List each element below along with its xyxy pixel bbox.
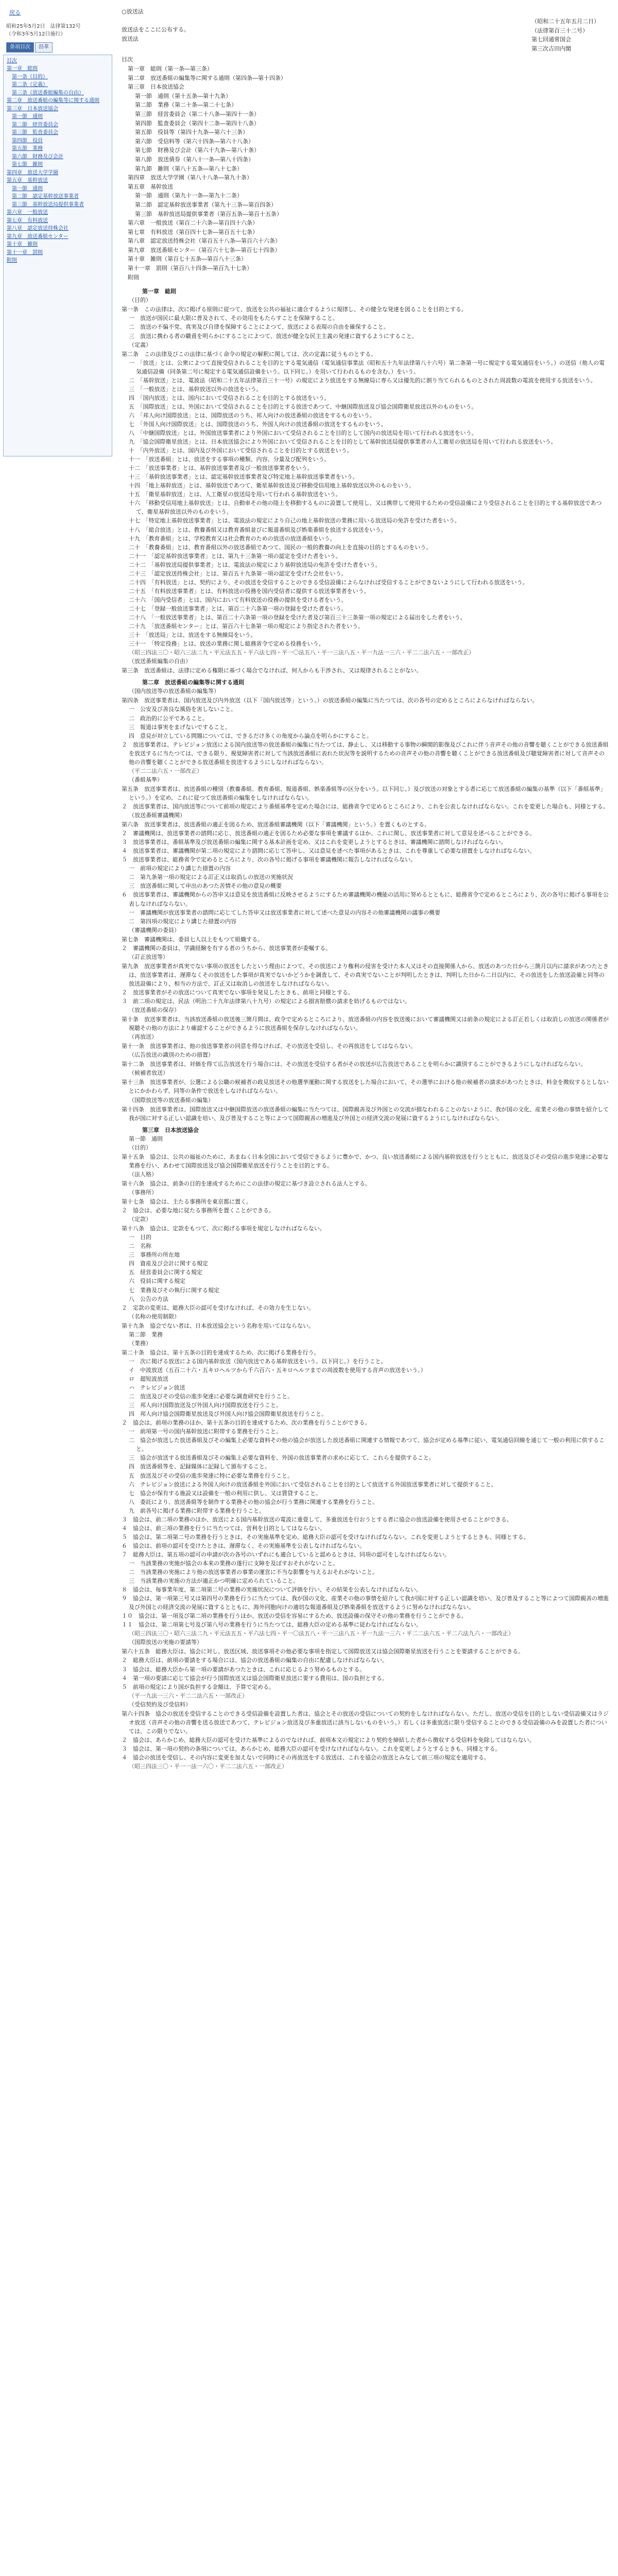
item-text: 六 「邦人向け国際放送」とは、国際放送のうち、邦人向けの放送番組の放送をするものをいう。	[129, 412, 375, 419]
law-content	[119, 7, 609, 2576]
paragraph-text: ３ 協会は、第一項の契約の条項については、あらかじめ、総務大臣の認可を受けなければならない。これを変更しようとするときも、同様とする。	[122, 1745, 501, 1752]
toc-item[interactable]: 第八章 認定放送持株会社	[7, 226, 68, 231]
item-text: 七 協会が保有する施設又は設備を一般の利用に供し、又は賃貸すること。	[129, 1489, 321, 1497]
item-text: 三 協会が放送する放送番組及びその編集上必要な資料を、外国の放送事業者の求めに応じて、これらを提供すること。	[129, 1454, 435, 1462]
item-text: 九 「協会国際衛星放送」とは、日本放送協会により外国において受信されることを目的として基幹放送局提供事業者の人工衛星の放送局を用いて行われる放送をいう。	[129, 438, 557, 446]
article-text: 第五条 放送事業者は、放送番組の種別（教養番組、教育番組、報道番組、娯楽番組等の区分をいう。以下同じ。）及び放送の対象とする者に応じて放送番組の編集の基準（以下「番組基準」という。）を定め、これに従つて放送番組の編集をしなければならない。	[122, 785, 606, 801]
article-caption: （定義）	[129, 341, 151, 348]
paragraph-text: ２ 協会は、あらかじめ、総務大臣の認可を受けた基準によるのでなければ、前項本文の規定により契約を締結した者から徴収する受信料を免除してはならない。	[122, 1736, 535, 1743]
item-text: 二 当該業務の実施により他の放送事業者の事業の運営に不当な影響を与えるおそれがないこと。	[129, 1569, 378, 1576]
article-text: 第十五条 協会は、公共の福祉のために、あまねく日本全国において受信できるように豊かで、かつ、良い放送番組による国内基幹放送を行うとともに、放送及びその受信の進歩発達に必要な業務を行い、あわせて国際放送及び協会国際衛星放送を行うことを目的とする。	[122, 1153, 609, 1169]
item-text: 三 邦人向け国際放送及び外国人向け国際放送を行うこと。	[129, 1402, 282, 1409]
contents-item: 第三章 日本放送協会	[128, 83, 184, 91]
paragraph-text: ３ 協会は、総務大臣から第一項の要請があつたときは、これに応じるよう努めるものとする。	[122, 1666, 365, 1673]
article-text: 第二条 この法律及びこの法律に基づく命令の規定の解釈に関しては、次の定義に従うものとする。	[122, 350, 376, 358]
item-text: 一 当該業務の実施が協会の本来の業務の遂行に支障を及ぼすおそれがないこと。	[129, 1560, 338, 1567]
law-header	[119, 17, 609, 53]
item-text: 二十三 「認定放送持株会社」とは、第百五十九条第一項の認定を受けた会社をいう。	[129, 570, 347, 577]
contents-item: 附則	[128, 274, 139, 281]
item-text: 一 審議機関が放送事業者の諮問に応じてした答申又は放送事業者に対して述べた意見の内容その他審議機関の議事の概要	[129, 909, 440, 916]
tab-history[interactable]: 沿革	[35, 42, 53, 53]
article-text: 第十条 放送事業者は、当該放送番組の放送後三箇月間は、政令で定めるところにより、放送番組の内容を放送後において審議機関又は前条の規定による訂正若しくは取消しの放送の関係者が視聴その他の方法により確認することができるように放送番組を保存しなければならない。	[122, 1016, 609, 1032]
left-pane	[3, 23, 112, 2576]
article-caption: （国際放送の実施の要請等）	[129, 1639, 202, 1646]
paragraph-text: ２ 協会は、必要な地に従たる事務所を置くことができる。	[122, 1207, 274, 1214]
item-text: 三 放送に携わる者の職責を明らかにすることによつて、放送が健全な民主主義の発達に資するようにすること。	[129, 332, 418, 340]
contents-item: 第九節 雑則（第八十五条―第八十七条）	[135, 165, 243, 172]
item-text: 二 第四項の規定により講じた措置の内容	[129, 918, 236, 925]
item-text: 十 「内外放送」とは、国内及び外国において受信されることを目的とする放送をいう。	[129, 447, 353, 454]
paragraph-text: ６ 放送事業者は、審議機関からの答申又は意見を放送番組に反映させるようにするため審議機関の機能の活用に努めるとともに、総務省令で定めるところにより、次の各号に掲げる事項を公表しなければならない。	[122, 891, 609, 907]
contents-item: 第三節 経営委員会（第二十八条―第四十一条）	[135, 110, 260, 117]
contents-item: 第一章 総則（第一条―第三条）	[128, 65, 213, 73]
article-text: 第二十条 協会は、第十五条の目的を達成するため、次に掲げる業務を行う。	[122, 1349, 320, 1356]
law-name: 放送法	[122, 35, 139, 42]
item-text: 一 放送が国民に最大限に普及されて、その効用をもたらすことを保障すること。	[129, 315, 338, 322]
item-text: 八 公告の方法	[129, 1295, 168, 1302]
paragraph-text: ３ 放送事業者は、番組基準及び放送番組の編集に関する基本計画を定め、又はこれを変更しようとするときは、審議機関に諮問しなければならない。	[122, 839, 507, 846]
item-text: 十五 「衛星基幹放送」とは、人工衛星の放送局を用いて行われる基幹放送をいう。	[129, 491, 341, 498]
item-text: 一 目的	[129, 1234, 151, 1241]
cabinet: 第三次吉田内閣	[531, 45, 571, 52]
amendment-note: （昭三四法三〇・昭六三法二九・平元法五五・平六法七四・平一〇法五八・平一三法八五・平一九法一三六・平二二法六五・平二六法九六・一部改正）	[129, 1630, 514, 1637]
article-caption: （名称の使用制限）	[129, 1313, 180, 1320]
article-caption: （業務）	[129, 1340, 151, 1347]
law-body	[119, 287, 609, 1771]
article-text: 第十九条 協会でない者は、日本放送協会という名称を用いてはならない。	[122, 1322, 314, 1329]
paragraph-text: ４ 協会は、前三項の業務を行うに当たつては、営利を目的としてはならない。	[122, 1524, 325, 1532]
item-text: 五 「国際放送」とは、外国において受信されることを目的とする放送であつて、中継国際放送及び協会国際衛星放送以外のものをいう。	[129, 403, 477, 410]
paragraph-text: ７ 総務大臣は、第五項の認可の申請が次の各号のいずれにも適合していると認めるときは、同項の認可をしなければならない。	[122, 1551, 450, 1558]
toc-item[interactable]: 第七章 有料放送	[7, 217, 48, 224]
item-text: 一 前項の規定により講じた措置の内容	[129, 865, 231, 872]
item-text: 二十四 「有料放送」とは、契約により、その放送を受信することのできる受信設備によらなければ受信することができないようにして行われる放送をいう。	[129, 579, 528, 586]
contents-item: 第五節 役員等（第四十九条―第六十三条）	[135, 129, 248, 136]
toc-item[interactable]: 第二節 認定基幹放送事業者	[12, 194, 79, 199]
item-text: 三十 「放送局」とは、放送をする無線局をいう。	[129, 632, 256, 639]
paragraph-text: ２ 放送事業者がその放送について真実でない事項を発見したときも、前項と同様とする。	[122, 989, 354, 996]
article-text: 第十七条 協会は、主たる事務所を東京都に置く。	[122, 1198, 252, 1206]
toc-item[interactable]: 第三章 日本放送協会	[7, 106, 58, 112]
item-text: 五 放送及びその受信の進歩発達に特に必要な業務を行うこと。	[129, 1472, 293, 1479]
toc-item[interactable]: 第六章 一般放送	[7, 210, 48, 215]
article-text: 第六条 放送事業者は、放送番組の適正を図るため、放送番組審議機関（以下「審議機関」という。）を置くものとする。	[122, 821, 431, 828]
amendment-note: （平一九法一三六・平二二法六五・一部改正）	[129, 1692, 248, 1699]
contents-item: 第二章 放送番組の編集等に関する通則（第四条―第十四条）	[128, 74, 286, 81]
paragraph-text: １０ 協会は、第一項及び第二項の業務を行うほか、放送の受信を容易にするため、放送設備の保守その他の業務を行うことができる。	[122, 1613, 467, 1620]
toc-item[interactable]: 第一章 総則	[7, 66, 38, 72]
article-caption: （訂正放送等）	[129, 953, 168, 960]
toc-item[interactable]: 第二章 放送番組の編集等に関する通則	[7, 98, 99, 104]
toc-item[interactable]: 第三節 基幹放送局提供事業者	[12, 201, 84, 208]
law-meta	[3, 23, 112, 38]
article-caption: （放送番組の保存）	[129, 1007, 180, 1014]
item-text: 十四 「地上基幹放送」とは、基幹放送であつて、衛星基幹放送及び移動受信用地上基幹放送以外のものをいう。	[129, 482, 415, 489]
toc-item[interactable]: 第十一章 罰則	[7, 249, 43, 256]
chapter-heading: 第三章 日本放送協会	[142, 1126, 199, 1133]
law-title-label: ○放送法	[122, 8, 144, 15]
article-text: 第四条 放送事業者は、国内放送及び内外放送（以下「国内放送等」という。）の放送番組の編集に当たつては、次の各号の定めるところによらなければならない。	[122, 697, 538, 704]
toc-item[interactable]: 第五章 基幹放送	[7, 178, 48, 183]
item-text: 十九 「教育番組」とは、学校教育又は社会教育のための放送の放送番組をいう。	[129, 535, 336, 542]
contents-list	[119, 55, 609, 282]
item-text: 一 「放送」とは、公衆によつて直接受信されることを目的とする電気通信（電気通信事業法（昭和五十九年法律第八十六号）第二条第一号に規定する電気通信をいう。）の送信（他人の電気通信設備（同条第二号に規定する電気通信設備をいう。以下同じ。）を用いて行われるものを含む。）をいう。	[129, 359, 605, 375]
paragraph-text: ２ 審議機関の委員は、学識経験を有する者のうちから、放送事業者が委嘱する。	[122, 944, 331, 952]
toc-item[interactable]: 第三節 監査委員会	[12, 130, 58, 135]
article-caption: （国内放送等の放送番組の編集等）	[129, 688, 219, 695]
contents-item: 第七節 財務及び会計（第六十九条―第八十条）	[135, 147, 260, 154]
toc-item[interactable]: 第一条（目的）	[12, 74, 48, 80]
article-text: 第六十四条 協会の放送を受信することのできる受信設備を設置した者は、協会とその放送の受信についての契約をしなければならない。ただし、放送の受信を目的としない受信設備又はラジオ放送（音声その他の音響を送る放送であつて、テレビジョン放送及び多重放送に該当しないものをいう。）若しくは多重放送に限り受信することのできる受信設備のみを設置した者については、この限りでない。	[122, 1710, 609, 1735]
article-caption: （番組基準）	[129, 776, 163, 783]
item-text: 十八 「総合放送」とは、教養番組又は教育番組並びに報道番組及び娯楽番組を放送する放送をいう。	[129, 526, 387, 533]
item-text: 四 放送番組等を、記録媒体に記録して頒布すること。	[129, 1463, 270, 1470]
item-text: 二十八 「一般放送事業者」とは、第百二十六条第一項の登録を受けた者及び第百三十三条第一項の規定による届出をした者をいう。	[129, 614, 466, 621]
paragraph-text: ９ 協会は、第一項第三号又は第四号の業務を行うに当たつては、我が国の文化、産業その他の事情を紹介して我が国に対する正しい認識を培い、及び普及すること等によつて国際親善の増進及び外国との経済交流の発展に資するとともに、海外同胞向けの適切な報道番組及び娯楽番組を放送するように努めなければならない。	[122, 1595, 609, 1611]
article-caption: （受信契約及び受信料）	[129, 1701, 191, 1708]
contents-item: 第四章 放送大学学園（第八十八条―第九十条）	[128, 174, 252, 181]
item-text: ロ 超短波放送	[129, 1375, 168, 1382]
item-text: 二 協会が放送した放送番組及びその編集上必要な資料その他の協会が放送した放送番組に関連する情報であつて、協会が定める基準に従い、電気通信回線を通じて一般の利用に供すること。	[129, 1437, 605, 1453]
article-caption: （審議機関の委員）	[129, 926, 180, 934]
item-text: 四 「国内放送」とは、国内において受信されることを目的とする放送をいう。	[129, 394, 330, 401]
promulgation-date: 昭和25年5月2日 法律第132号	[6, 24, 81, 29]
amendment-note: （昭三四法三〇・平一一法一六〇・平二二法六五・一部改正）	[129, 1763, 287, 1770]
item-text: 八 委託により、放送番組等を制作する業務その他の協会が行う業務に関連する業務を行うこと。	[129, 1498, 378, 1505]
paragraph-text: ５ 協会は、第二項第二号の業務を行うときは、その実施基準を定め、総務大臣の認可を受けなければならない。これを変更しようとするときも、同様とする。	[122, 1533, 529, 1540]
item-text: 二十七 「登録一般放送事業者」とは、第百二十六条第一項の登録を受けた者をいう。	[129, 605, 347, 612]
article-caption: 第二節 業務	[129, 1331, 163, 1338]
article-caption: （目的）	[129, 297, 151, 304]
item-text: 四 邦人向け協会国際衛星放送及び外国人向け協会国際衛星放送を行うこと。	[129, 1411, 327, 1418]
item-text: 七 業務及びその執行に関する規定	[129, 1286, 219, 1294]
paragraph-text: ４ 放送事業者は、審議機関が第二項の規定により諮問に応じて答申し、又は意見を述べた事項があるときは、これを尊重して必要な措置をしなければならない。	[122, 848, 535, 855]
header-left	[119, 17, 190, 53]
article-text: 第七条 審議機関は、委員七人以上をもつて組織する。	[122, 936, 263, 943]
article-caption: （事務所）	[129, 1189, 157, 1196]
toc-item[interactable]: 第六節 財務及び会計	[12, 154, 63, 160]
article-text: 第十二条 放送事業者は、対価を得て広告放送を行う場合には、その放送を受信する者がその放送が広告放送であることを明らかに識別することができるようにしなければならない。	[122, 1061, 586, 1068]
article-text: 第六十五条 総務大臣は、協会に対し、放送区域、放送事項その他必要な事項を指定して国際放送又は協会国際衛星放送を行うことを要請することができる。	[122, 1648, 524, 1655]
toc-item[interactable]: 第四節 役員	[12, 138, 43, 144]
paragraph-text: １１ 協会は、第二項第七号及び第八号の業務を行うに当たつては、総務大臣の定める基準に従わなければならない。	[122, 1621, 422, 1629]
contents-item: 第十一章 罰則（第百八十四条―第百九十七条）	[128, 265, 252, 272]
contents-item: 第一節 通則（第十五条―第十九条）	[135, 92, 231, 99]
table-of-contents[interactable]	[3, 55, 112, 456]
item-text: 四 意見が対立している問題については、できるだけ多くの角度から論点を明らかにすること。	[129, 732, 372, 739]
paragraph-text: ４ 第一項の要請に応じて協会が行う国際放送又は協会国際衛星放送に要する費用は、国の負担とする。	[122, 1674, 388, 1682]
item-text: 一 次に掲げる放送による国内基幹放送（国内放送である基幹放送をいう。以下同じ。）を行うこと。	[129, 1358, 387, 1365]
contents-item: 第六章 一般放送（第百二十六条―第百四十六条）	[128, 219, 258, 227]
contents-item: 第三節 基幹放送局提供事業者（第百五条―第百十五条）	[135, 210, 282, 217]
article-caption: （放送番組審議機関）	[129, 812, 185, 819]
toc-item[interactable]: 第十章 雑則	[7, 242, 38, 247]
item-text: 十三 「基幹放送事業者」とは、認定基幹放送事業者及び特定地上基幹放送事業者をいう。	[129, 473, 358, 481]
paragraph-text: ８ 協会は、毎事業年度、第二項第二号の業務の実施状況について評価を行い、その結果を公表しなければならない。	[122, 1586, 422, 1594]
item-text: 二十九 「放送番組センター」とは、第百六十七条第一項の規定により指定された者をいう。	[129, 623, 364, 630]
contents-item: 第二節 認定基幹放送事業者（第九十三条―第百四条）	[135, 201, 277, 208]
item-text: 二 第九条第一項の規定による訂正又は取消しの放送の実施状況	[129, 874, 293, 881]
paragraph-text: ２ 放送事業者は、国内放送等について前項の規定により番組基準を定めた場合には、総務省令で定めるところにより、これを公表しなければならない。これを変更した場合も、同様とする。	[122, 803, 609, 810]
law-number-line: （法律第百三十二号）	[531, 27, 588, 34]
paragraph-text: ２ 協会は、前項の業務のほか、第十五条の目的を達成するため、次の業務を行うことができる。	[122, 1419, 371, 1427]
item-text: 二十五 「有料放送事業者」とは、有料放送の役務を国内受信者に提供する放送事業者をいう。	[129, 587, 370, 595]
item-text: 二 放送の不偏不党、真実及び自律を保障することによつて、放送による表現の自由を確保すること。	[129, 324, 389, 331]
chapter-heading: 第一章 総則	[142, 288, 176, 295]
toc-item[interactable]: 第三条（放送番組編集の自由）	[12, 90, 84, 96]
item-text: 三 当該業務の実施の方法が適正かつ明確に定められていること。	[129, 1578, 299, 1585]
header-right	[531, 17, 609, 53]
pane-tabs	[3, 42, 112, 53]
contents-item: 第七章 有料放送（第百四十七条―第百五十七条）	[128, 228, 258, 235]
article-caption: （国際放送等の放送番組の編集）	[129, 1096, 214, 1104]
toc-item[interactable]: 第九章 放送番組センター	[7, 233, 68, 240]
article-text: 第一条 この法律は、次に掲げる原則に従つて、放送を公共の福祉に適合するように規律し、その健全な発達を図ることを目的とする。	[122, 306, 467, 313]
paragraph-text: ５ 前項の規定により国が負担する金額は、予算で定める。	[122, 1683, 274, 1690]
item-text: 十六 「移動受信用地上基幹放送」とは、自動車その他の陸上を移動するものに設置して使用し、又は携帯して使用するための受信設備により受信されることを目的とする基幹放送であつて、衛星基幹放送以外のものをいう。	[129, 500, 602, 516]
item-text: 二十二 「基幹放送局提供事業者」とは、電波法の規定により基幹放送局の免許を受けた者をいう。	[129, 561, 381, 568]
paragraph-text: ６ 協会は、前項の認可を受けたときは、遅滞なく、その実施基準を公表しなければならない。	[122, 1542, 365, 1549]
contents-item: 第九章 放送番組センター（第百六十七条―第百七十四条）	[128, 246, 281, 253]
item-text: 二 放送及びその受信の進歩発達に必要な調査研究を行うこと。	[129, 1393, 293, 1400]
toc-item[interactable]: 第四章 放送大学学園	[7, 170, 58, 176]
article-text: 第十四条 放送事業者は、国際放送又は中継国際放送の放送番組の編集に当たつては、国際親善及び外国との交流が損なわれることのないように、我が国の文化、産業その他の事情を紹介して我が国に対する正しい認識を培い、及び普及すること等によつて国際親善の増進及び外国との経済交流の発展に資するようにしなければならない。	[122, 1106, 609, 1122]
item-text: 三 報道は事実をまげないですること。	[129, 723, 231, 731]
contents-item: 第二節 業務（第二十条―第二十七条）	[135, 101, 237, 109]
toc-item[interactable]: 第一節 通則	[12, 185, 43, 192]
item-text: イ 中波放送（五百二十六・五キロヘルツから千六百六・五キロヘルツまでの周波数を使用する音声の放送をいう。）	[129, 1366, 426, 1374]
article-text: 第十一条 放送事業者は、他の放送事業者の同意を得なければ、その放送を受信し、その再放送をしてはならない。	[122, 1043, 416, 1050]
paragraph-text: ３ 協会は、前二項の業務のほか、放送による国内基幹放送の電波に重畳して、多重放送を行おうとする者に協会の放送設備を使用させることができる。	[122, 1516, 512, 1523]
paragraph-text: ２ 審議機関は、放送事業者の諮問に応じ、放送番組の適正を図るため必要な事項を審議するほか、これに関し、放送事業者に対して意見を述べることができる。	[122, 830, 535, 837]
contents-item: 第十章 雑則（第百七十五条―第百八十三条）	[128, 256, 247, 263]
item-text: 八 「中継国際放送」とは、外国放送事業者により外国において受信されることを目的として国内の放送局を用いて行われる放送をいう。	[129, 430, 477, 437]
effective-date: （令和3年5月12日施行）	[6, 31, 66, 37]
toc-item[interactable]: 第一節 通則	[12, 114, 43, 120]
article-caption: 第一節 通則	[129, 1135, 163, 1142]
tab-articles-toc[interactable]: 条項目次	[6, 42, 34, 53]
diet-session: 第七回通常国会	[531, 36, 571, 43]
article-text: 第九条 放送事業者が真実でない事項の放送をしたという理由によつて、その放送により権利の侵害を受けた本人又はその直接関係人から、放送のあつた日から三箇月以内に請求があつたときは、放送事業者は、遅滞なくその放送をした事項が真実でないかどうかを調査して、その真実でないことが判明したときは、判明した日から二日以内に、その放送をした放送設備と同等の放送設備により、相当の方法で、訂正又は取消しの放送をしなければならない。	[122, 962, 609, 987]
item-text: 六 テレビジョン放送による外国人向けの放送番組を外国において受信されることを目的として放送する外国放送事業者に対して提供すること。	[129, 1481, 497, 1488]
contents-item: 目次	[122, 56, 133, 63]
article-caption: （広告放送の識別のための措置）	[129, 1052, 214, 1059]
item-text: 四 資産及び会計に関する規定	[129, 1260, 208, 1267]
paragraph-text: ４ 協会の放送を受信し、その内容に変更を加えないで同時にその再放送をする放送は、これを協会の放送とみなして前三項の規定を適用する。	[122, 1754, 490, 1761]
item-text: 二十一 「認定基幹放送事業者」とは、第九十三条第一項の認定を受けた者をいう。	[129, 552, 341, 560]
article-caption: （法人格）	[129, 1171, 157, 1178]
item-text: 七 「外国人向け国際放送」とは、国際放送のうち、外国人向けの放送番組の放送をするものをいう。	[129, 420, 387, 428]
item-text: 三 放送番組に関して申出のあつた苦情その他の意見の概要	[129, 883, 282, 890]
contents-item: 第六節 受信料等（第六十四条―第六十八条）	[135, 138, 254, 145]
item-text: 九 前各号に掲げる業務に附帯する業務を行うこと。	[129, 1507, 265, 1514]
amendment-note: （昭三四法三〇・昭六三法二九・平元法五五・平六法七四・平一〇法五八・平一三法八五・平一九法一三六・平二二法六五・一部改正）	[129, 649, 474, 656]
amendment-note: （平二二法六五・一部改正）	[129, 767, 202, 774]
item-text: 十二 「放送事業者」とは、基幹放送事業者及び一般放送事業者をいう。	[129, 465, 313, 472]
paragraph-text: ３ 前二項の規定は、民法（明治二十九年法律第八十九号）の規定による損害賠償の請求を妨げるものではない。	[122, 998, 410, 1005]
item-text: 二十六 「国内受信者」とは、国内において有料放送の役務の提供を受ける者をいう。	[129, 596, 347, 603]
item-text: 十一 「放送番組」とは、放送をする事項の種類、内容、分量及び配列をいう。	[129, 456, 330, 463]
article-caption: （目的）	[129, 1144, 151, 1151]
contents-item: 第五章 基幹放送	[128, 183, 173, 190]
item-text: 三 「一般放送」とは、基幹放送以外の放送をいう。	[129, 385, 262, 393]
chapter-heading: 第二章 放送番組の編集等に関する通則	[142, 679, 244, 686]
toc-item[interactable]: 第七節 雑則	[12, 162, 43, 167]
article-text: 第十六条 協会は、前条の目的を達成するためにこの法律の規定に基づき設立される法人とする。	[122, 1180, 371, 1187]
article-caption: （候補者放送）	[129, 1070, 168, 1077]
contents-item: 第一節 通則（第九十一条―第九十二条）	[135, 192, 243, 199]
contents-item: 第八節 放送債券（第八十一条―第八十四条）	[135, 156, 254, 163]
item-text: 三 事務所の所在地	[129, 1251, 180, 1259]
toc-item[interactable]: 附則	[7, 258, 17, 263]
item-text: 二 名称	[129, 1243, 151, 1250]
enact-statement: 放送法をここに公布する。	[122, 26, 190, 33]
contents-item: 第四節 監査委員会（第四十二条―第四十八条）	[135, 120, 260, 127]
item-text: 二十 「教養番組」とは、教育番組以外の放送番組であつて、国民の一般的教養の向上を直接の目的とするものをいう。	[129, 544, 432, 551]
article-caption: （定款）	[129, 1216, 151, 1223]
item-text: 三十一 「特定役務」とは、放送の業務に関し総務省令で定める役務をいう。	[129, 640, 324, 648]
item-text: ハ テレビジョン放送	[129, 1384, 185, 1392]
paragraph-text: ２ 総務大臣は、前項の要請をする場合には、協会の放送番組の編集の自由に配慮しなければならない。	[122, 1657, 388, 1664]
paragraph-text: ２ 放送事業者は、テレビジョン放送による国内放送等の放送番組の編集に当たつては、静止し、又は移動する事物の瞬間的影像及びこれに伴う音声その他の音響を聴くことができる放送番組を放送するに当たつては、できる限り、視覚障害者に対して当該放送番組に表れた状況等を説明するための音声その他の音響を聴くことができる放送番組及び聴覚障害者に対して音声その他の音響を聴くことができる放送番組を放送するようにしなければならない。	[122, 741, 609, 766]
article-caption: （放送番組編集の自由）	[129, 658, 191, 665]
toc-item[interactable]: 目次	[7, 58, 17, 64]
paragraph-text: ２ 定款の変更は、総務大臣の認可を受けなければ、その効力を生じない。	[122, 1304, 314, 1311]
article-text: 第十八条 協会は、定款をもつて、次に掲げる事項を規定しなければならない。	[122, 1225, 325, 1232]
toc-item[interactable]: 第二条（定義）	[12, 82, 48, 88]
article-text: 第三条 放送番組は、法律に定める権限に基づく場合でなければ、何人からも干渉され、又は規律されることがない。	[122, 667, 422, 674]
back-link[interactable]: 戻る	[9, 9, 21, 16]
toc-item[interactable]: 第五節 業務	[12, 146, 43, 151]
toc-item[interactable]: 第二節 経営委員会	[12, 122, 58, 128]
item-text: 十七 「特定地上基幹放送事業者」とは、電波法の規定により自己の地上基幹放送の業務に用いる放送局の免許を受けた者をいう。	[129, 517, 460, 524]
item-text: 二 政治的に公平であること。	[129, 715, 208, 722]
contents-item: 第八章 認定放送持株会社（第百五十八条―第百六十六条）	[128, 238, 281, 245]
item-text: 一 公安及び善良な風俗を害しないこと。	[129, 706, 236, 713]
item-text: 二 「基幹放送」とは、電波法（昭和二十五年法律第百三十一号）の規定により放送をする無線局に専ら又は優先的に割り当てられるものとされた周波数の電波を使用する放送をいう。	[129, 377, 596, 384]
article-caption: （再放送）	[129, 1033, 157, 1041]
promulgation-date-line: （昭和二十五年五月二日）	[531, 18, 599, 25]
item-text: 六 役員に関する規定	[129, 1278, 185, 1285]
paragraph-text: ５ 放送事業者は、総務省令で定めるところにより、次の各号に掲げる事項を審議機関に報告しなければならない。	[122, 856, 416, 863]
item-text: 一 前項第一号の国内基幹放送に附帯する業務を行うこと。	[129, 1428, 282, 1435]
article-text: 第十三条 放送事業者が、公選による公職の候補者の政見放送その他選挙運動に関する放送をした場合において、その選挙における他の候補者の請求があつたときは、料金を徴収するとしないとにかかわらず、同等の条件で放送をしなければならない。	[122, 1079, 609, 1095]
item-text: 五 経営委員会に関する規定	[129, 1269, 202, 1276]
